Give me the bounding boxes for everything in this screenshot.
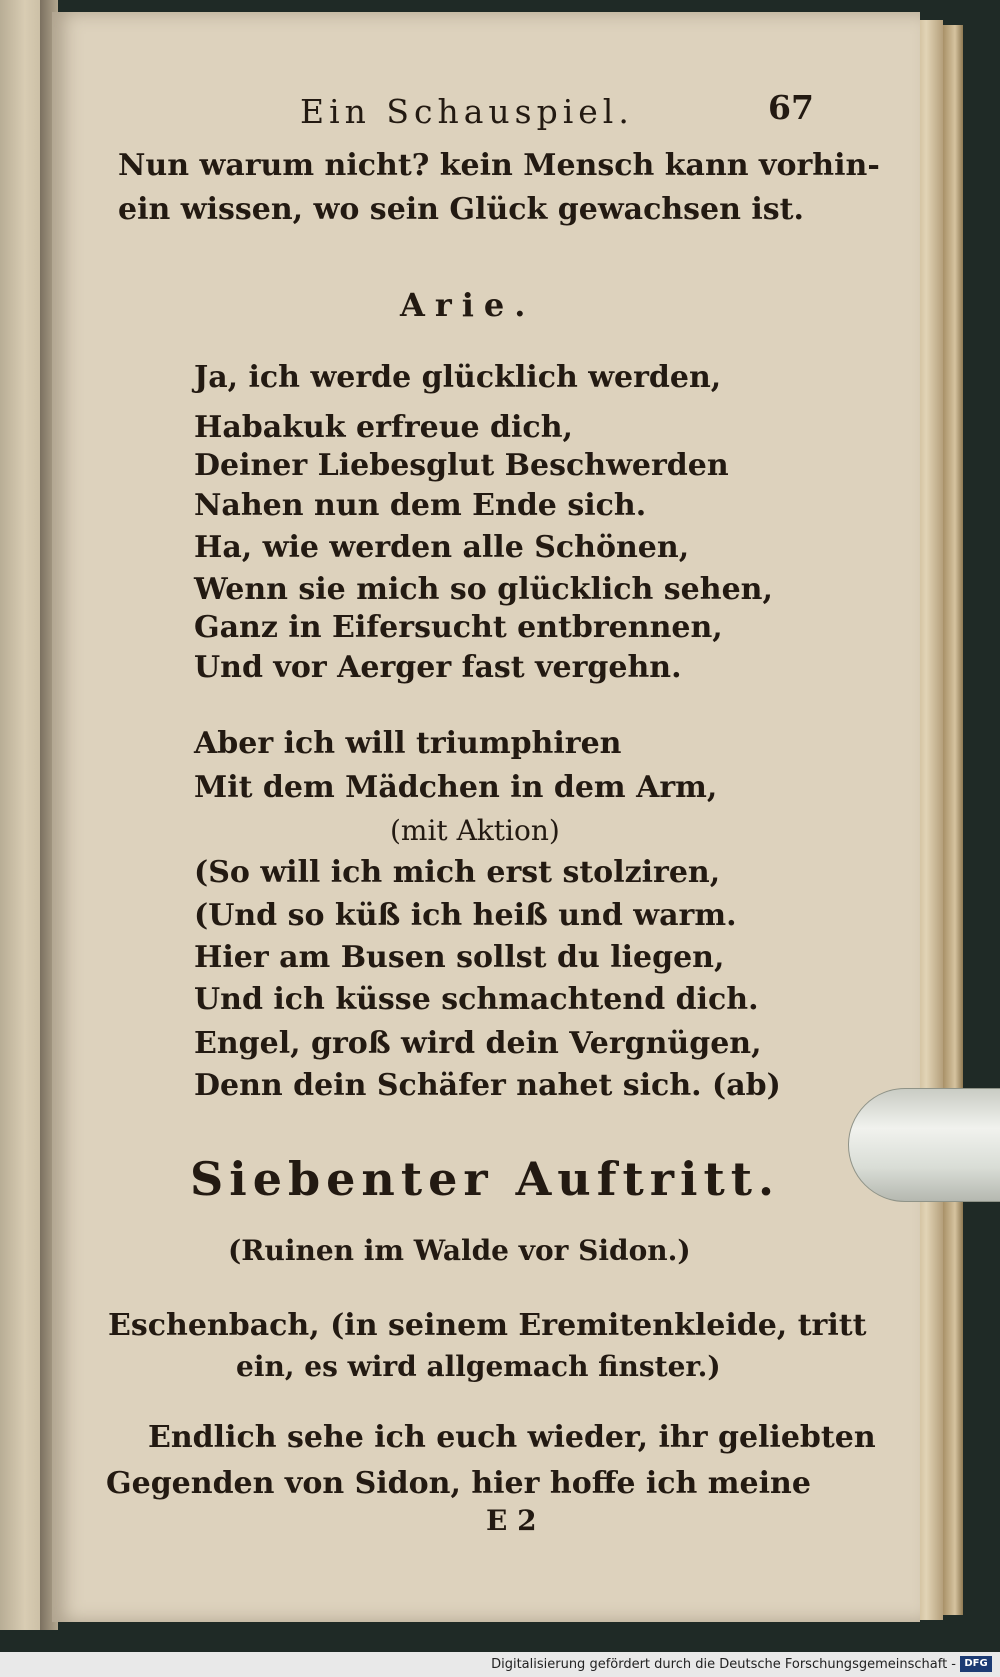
- scene-location: (Ruinen im Walde vor Sidon.): [228, 1234, 691, 1267]
- page-clip: [848, 1088, 1000, 1202]
- verse1-line-4: Nahen nun dem Ende sich.: [194, 488, 647, 523]
- intro-line-2: ein wissen, wo sein Glück gewachsen ist.: [118, 192, 804, 227]
- cover-edge: [943, 25, 963, 1615]
- left-page-edge: [0, 0, 45, 1630]
- verse2-line-6: Und ich küsse schmachtend dich.: [194, 982, 759, 1017]
- verse1-line-6: Wenn sie mich so glücklich sehen,: [194, 572, 773, 607]
- verse2-line-2: Mit dem Mädchen in dem Arm,: [194, 770, 718, 805]
- signature-mark: E 2: [486, 1504, 537, 1537]
- verse1-line-7: Ganz in Eifersucht entbrennen,: [194, 610, 723, 645]
- stage-direction-line-2: ein, es wird allgemach finster.): [236, 1350, 721, 1383]
- running-title: Ein Schauspiel.: [300, 92, 634, 131]
- verse2-line-1: Aber ich will triumphiren: [194, 726, 622, 761]
- aria-heading: Arie.: [400, 286, 536, 324]
- verse1-line-8: Und vor Aerger fast vergehn.: [194, 650, 682, 685]
- verse1-line-1: Ja, ich werde glücklich werden,: [194, 360, 722, 395]
- speech-line-1: Endlich sehe ich euch wieder, ihr geliebten: [148, 1420, 876, 1455]
- verse1-line-5: Ha, wie werden alle Schönen,: [194, 530, 690, 565]
- dfg-logo: DFG: [960, 1656, 992, 1672]
- verse2-line-4: (Und so küß ich heiß und warm.: [194, 898, 737, 933]
- verse2-stage-direction: (mit Aktion): [390, 814, 560, 847]
- verse2-line-3: (So will ich mich erst stolziren,: [194, 855, 721, 890]
- verse2-line-5: Hier am Busen sollst du liegen,: [194, 940, 725, 975]
- stage-direction-line-1: Eschenbach, (in seinem Eremitenkleide, tritt: [108, 1308, 867, 1343]
- verse1-line-3: Deiner Liebesglut Beschwerden: [194, 448, 729, 483]
- intro-line-1: Nun warum nicht? kein Mensch kann vorhin-: [118, 148, 880, 183]
- verse2-line-7: Engel, groß wird dein Vergnügen,: [194, 1026, 762, 1061]
- scene-heading: Siebenter Auftritt.: [190, 1152, 780, 1206]
- funding-note: Digitalisierung gefördert durch die Deutsche Forschungsgemeinschaft -: [491, 1657, 956, 1672]
- verse2-line-8: Denn dein Schäfer nahet sich. (ab): [194, 1068, 781, 1103]
- speech-line-2: Gegenden von Sidon, hier hoffe ich meine: [106, 1466, 811, 1501]
- verse1-line-2: Habakuk erfreue dich,: [194, 410, 573, 445]
- page-number: 67: [768, 88, 814, 127]
